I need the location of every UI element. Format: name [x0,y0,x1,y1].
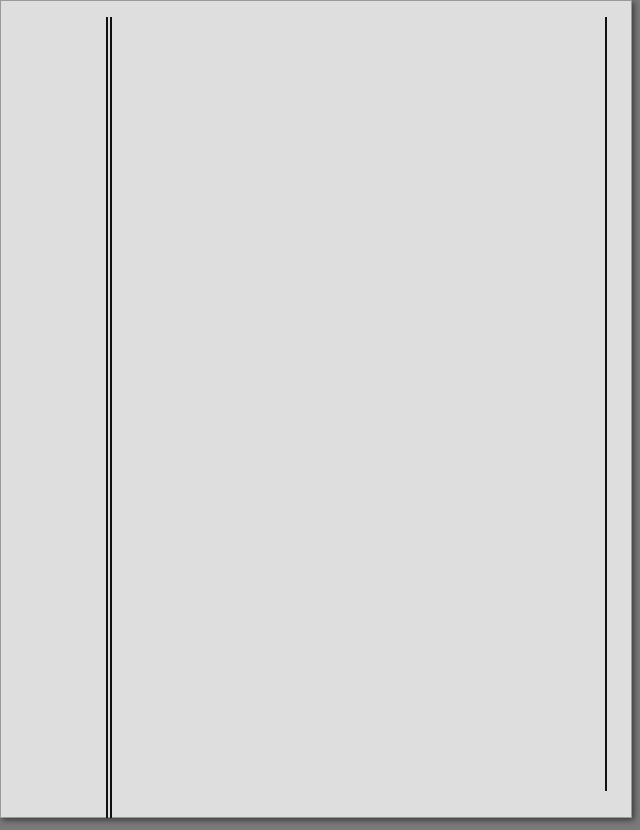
left-margin-rule-inner [110,17,112,818]
right-margin-rule [605,17,607,791]
left-margin-rule [106,17,108,818]
